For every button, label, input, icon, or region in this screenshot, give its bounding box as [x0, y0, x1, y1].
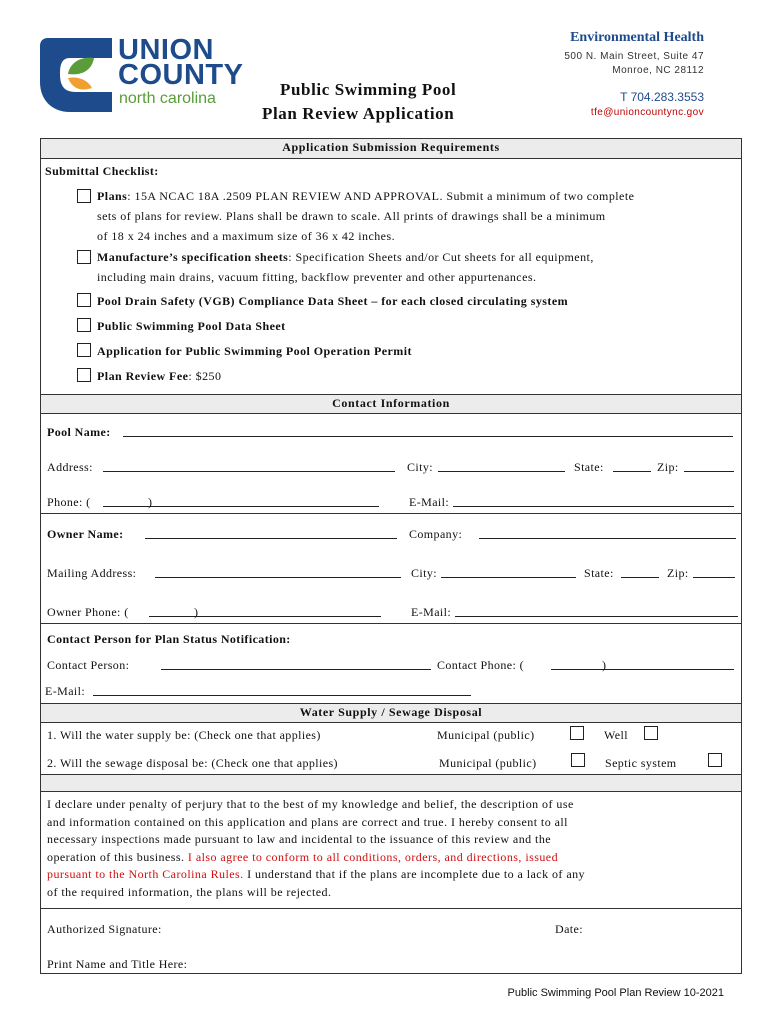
contact-email-label: E-Mail: — [45, 684, 86, 698]
water-q2-municipal-label: Municipal (public) — [439, 756, 537, 770]
water-question-1: 1. Will the water supply be: (Check one that applies) — [47, 728, 321, 742]
contact-person-label: Contact Person: — [47, 658, 130, 672]
contact-phone-field[interactable] — [551, 658, 734, 670]
owner-state-label: State: — [584, 566, 614, 580]
address-line-2: Monroe, NC 28112 — [612, 65, 704, 76]
declaration-line-6: of the required information, the plans will be rejected. — [47, 884, 332, 899]
water-q1-municipal-label: Municipal (public) — [437, 728, 535, 742]
item-spec-title: Manufacture’s specification sheets — [97, 250, 289, 264]
contact-phone-label: Contact Phone: ( — [437, 658, 525, 672]
owner-email-label: E-Mail: — [411, 605, 452, 619]
item-plans — [97, 186, 729, 246]
county-logo-icon — [40, 38, 112, 112]
item-vgb-sheet: Pool Drain Safety (VGB) Compliance Data Sheet – for each closed circulating system — [97, 294, 569, 308]
phone-close-paren: ) — [148, 495, 153, 509]
water-q1-well-checkbox[interactable] — [644, 726, 658, 740]
item-operation-permit: Application for Public Swimming Pool Operation Permit — [97, 344, 412, 358]
department-email[interactable]: tfe@unioncountync.gov — [590, 107, 704, 118]
declaration-line-3: necessary inspections made pursuant to law and incidental to the issuance of this review and the — [47, 832, 552, 846]
address-label: Address: — [47, 460, 93, 474]
contact-email-field[interactable] — [93, 684, 471, 696]
department-phone: T 704.283.3553 — [620, 90, 704, 104]
owner-name-label: Owner Name: — [47, 527, 124, 541]
declaration-line-2: and information contained on this application and plans are correct and true. I hereby consent to all — [47, 814, 568, 829]
item-spec-sheets — [97, 247, 729, 287]
email-label: E-Mail: — [409, 495, 450, 509]
item-plans-line3: of 18 x 24 inches and a maximum size of 36 x 42 inches. — [97, 229, 396, 243]
owner-email-field[interactable] — [455, 605, 738, 617]
item-plans-text: : 15A NCAC 18A .2509 PLAN REVIEW AND APPROVAL. Submit a minimum of two complete — [127, 189, 635, 203]
signature-label: Authorized Signature: — [47, 922, 162, 936]
department-name: Environmental Health — [570, 30, 704, 45]
checkbox-review-fee[interactable] — [77, 368, 91, 382]
checkbox-vgb-sheet[interactable] — [77, 293, 91, 307]
phone-label: Phone: ( — [47, 495, 91, 509]
declaration-line-4-red: I also agree to conform to all conditions, orders, and directions, issued — [187, 849, 559, 864]
city-field[interactable] — [438, 460, 565, 472]
item-pool-data-sheet: Public Swimming Pool Data Sheet — [97, 319, 286, 333]
department-info — [564, 30, 704, 118]
checkbox-plans[interactable] — [77, 189, 91, 203]
document-title — [262, 78, 512, 126]
item-plans-line2: sets of plans for review. Plans shall be drawn to scale. All prints of drawings shall be a minimum — [97, 209, 606, 223]
application-form — [40, 138, 742, 974]
water-q2-septic-checkbox[interactable] — [708, 753, 722, 767]
mailing-address-field[interactable] — [155, 566, 401, 578]
company-field[interactable] — [479, 527, 736, 539]
divider-owner — [41, 513, 741, 514]
logo-line-2: COUNTY — [118, 59, 244, 91]
declaration-line-1: I declare under penalty of perjury that to the best of my knowledge and belief, the description of use — [47, 797, 574, 811]
pool-name-label: Pool Name: — [47, 425, 111, 439]
water-q1-municipal-checkbox[interactable] — [570, 726, 584, 740]
item-plans-title: Plans — [97, 189, 128, 203]
status-heading: Contact Person for Plan Status Notification: — [47, 632, 291, 646]
date-label: Date: — [555, 922, 583, 936]
owner-state-field[interactable] — [621, 566, 659, 578]
email-field[interactable] — [453, 495, 734, 507]
city-label: City: — [407, 460, 434, 474]
item-spec-line2: including main drains, vacuum fitting, backflow preventer and other appurtenances. — [97, 270, 537, 284]
owner-city-label: City: — [411, 566, 438, 580]
water-question-2: 2. Will the sewage disposal be: (Check one that applies) — [47, 756, 338, 770]
owner-phone-label: Owner Phone: ( — [47, 605, 129, 619]
item-fee-text: : $250 — [188, 369, 222, 383]
address-field[interactable] — [103, 460, 395, 472]
state-field[interactable] — [613, 460, 651, 472]
divider-contact-person — [41, 623, 741, 624]
mailing-address-label: Mailing Address: — [47, 566, 137, 580]
owner-phone-field[interactable] — [149, 605, 381, 617]
divider-signature — [41, 908, 741, 909]
pool-name-field[interactable] — [123, 425, 733, 437]
owner-phone-close-paren: ) — [194, 605, 199, 619]
declaration-line-4: operation of this business. — [47, 849, 188, 864]
zip-label: Zip: — [657, 460, 679, 474]
spacer-bar — [41, 774, 741, 792]
water-q2-municipal-checkbox[interactable] — [571, 753, 585, 767]
declaration-line-5: I understand that if the plans are incomplete due to a lack of any — [243, 867, 585, 881]
checkbox-spec-sheets[interactable] — [77, 250, 91, 264]
requirements-heading: Application Submission Requirements — [41, 139, 741, 159]
water-q1-well-label: Well — [604, 728, 628, 742]
title-line-1: Public Swimming Pool — [280, 80, 457, 99]
address-line-1: 500 N. Main Street, Suite 47 — [564, 51, 704, 62]
owner-name-field[interactable] — [145, 527, 397, 539]
zip-field[interactable] — [684, 460, 734, 472]
logo-wordmark — [118, 34, 244, 91]
water-q2-septic-label: Septic system — [605, 756, 677, 770]
logo-line-1: UNION — [118, 34, 214, 66]
checkbox-pool-data-sheet[interactable] — [77, 318, 91, 332]
union-county-logo — [40, 34, 255, 112]
item-fee-title: Plan Review Fee — [97, 369, 189, 383]
company-label: Company: — [409, 527, 463, 541]
contact-phone-close-paren: ) — [602, 658, 607, 672]
item-review-fee — [97, 366, 729, 386]
checklist-label: Submittal Checklist: — [45, 164, 159, 178]
print-name-label: Print Name and Title Here: — [47, 957, 188, 971]
water-heading: Water Supply / Sewage Disposal — [41, 703, 741, 723]
title-line-2: Plan Review Application — [262, 104, 455, 123]
phone-field[interactable] — [103, 495, 379, 507]
contact-person-field[interactable] — [161, 658, 431, 670]
checkbox-operation-permit[interactable] — [77, 343, 91, 357]
department-address — [564, 50, 704, 78]
declaration-text — [47, 796, 729, 901]
owner-city-field[interactable] — [441, 566, 576, 578]
owner-zip-field[interactable] — [693, 566, 735, 578]
state-label: State: — [574, 460, 604, 474]
item-spec-text: : Specification Sheets and/or Cut sheets for all equipment, — [288, 250, 594, 264]
logo-subtitle: north carolina — [119, 90, 216, 107]
contact-heading: Contact Information — [41, 394, 741, 414]
footer-text: Public Swimming Pool Plan Review 10-2021 — [507, 987, 724, 999]
owner-zip-label: Zip: — [667, 566, 689, 580]
declaration-line-5-red: pursuant to the North Carolina Rules. — [47, 867, 244, 881]
